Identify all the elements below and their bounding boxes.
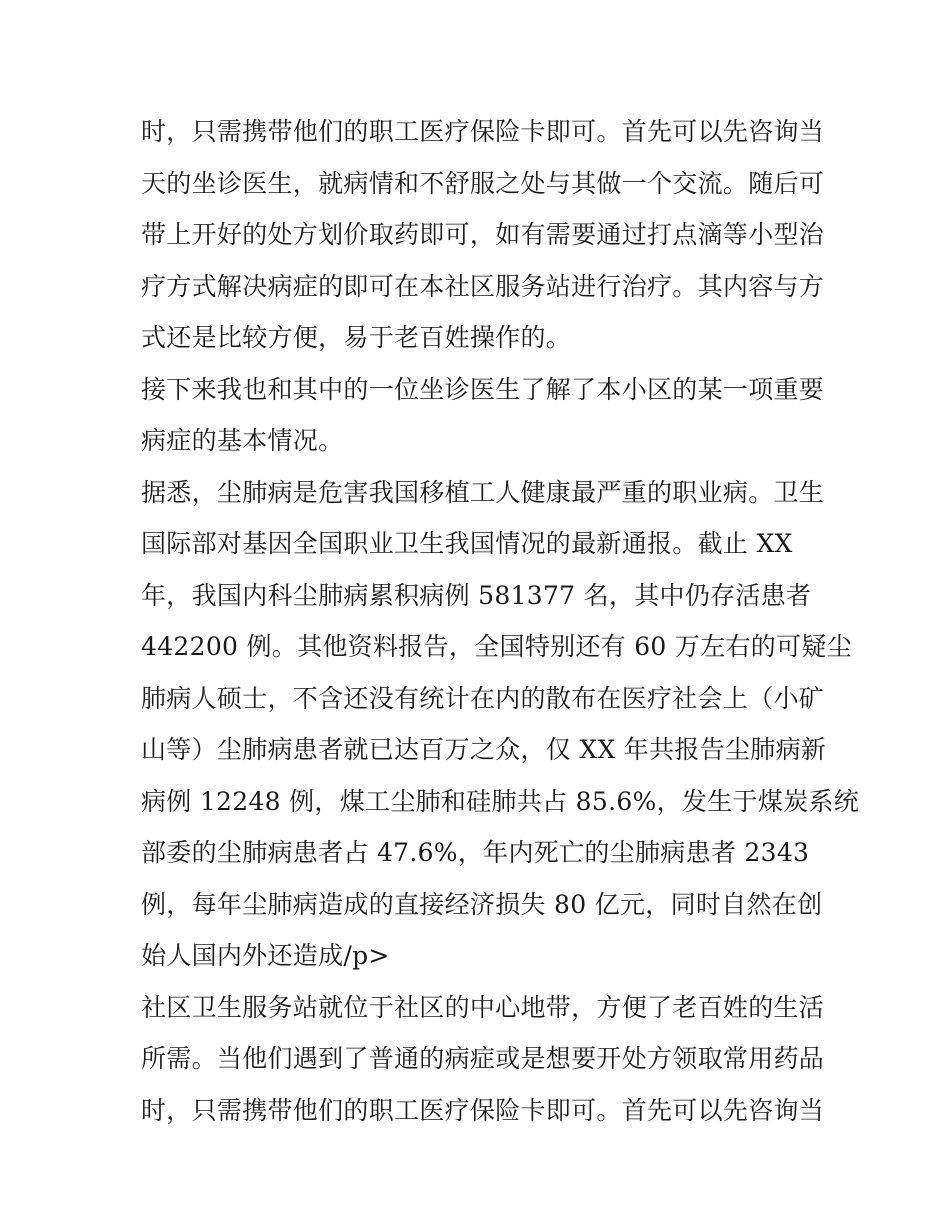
text-line: 时，只需携带他们的职工医疗保险卡即可。首先可以先咨询当 [141,117,825,146]
text-line: 部委的尘肺病患者占 47.6%，年内死亡的尘肺病患者 2343 [141,838,810,867]
text-line: 442200 例。其他资料报告，全国特别还有 60 万左右的可疑尘 [141,632,852,661]
text-line: 接下来我也和其中的一位坐诊医生了解了本小区的某一项重要 [141,374,825,404]
text-line: 式还是比较方便，易于老百姓操作的。 [141,323,572,352]
text-line: 始人国内外还造成/p> [141,941,390,970]
document-body-text [141,106,859,1136]
text-line: 肺病人硕士，不含还没有统计在内的散布在医疗社会上（小矿 [141,683,825,713]
text-line: 时，只需携带他们的职工医疗保险卡即可。首先可以先咨询当 [141,1095,825,1125]
text-line: 带上开好的处方划价取药即可，如有需要通过打点滴等小型治 [141,220,825,249]
text-line: 所需。当他们遇到了普通的病症或是想要开处方领取常用药品 [141,1044,825,1073]
text-line: 社区卫生服务站就位于社区的中心地带，方便了老百姓的生活 [141,992,825,1022]
text-line: 国际部对基因全国职业卫生我国情况的最新通报。截止 XX [141,529,793,558]
text-line: 山等）尘肺病患者就已达百万之众，仅 XX 年共报告尘肺病新 [141,735,827,764]
text-line: 疗方式解决病症的即可在本社区服务站进行治疗。其内容与方 [141,271,825,301]
text-line: 病症的基本情况。 [141,426,344,455]
text-line: 天的坐诊医生，就病情和不舒服之处与其做一个交流。随后可 [141,168,825,198]
text-line: 年，我国内科尘肺病累积病例 581377 名，其中仍存活患者 [141,580,812,610]
text-line: 据悉，尘肺病是危害我国移植工人健康最严重的职业病。卫生 [141,477,825,507]
text-line: 病例 12248 例，煤工尘肺和硅肺共占 85.6%，发生于煤炭系统 [141,786,859,816]
text-line: 例，每年尘肺病造成的直接经济损失 80 亿元，同时自然在创 [141,889,823,919]
